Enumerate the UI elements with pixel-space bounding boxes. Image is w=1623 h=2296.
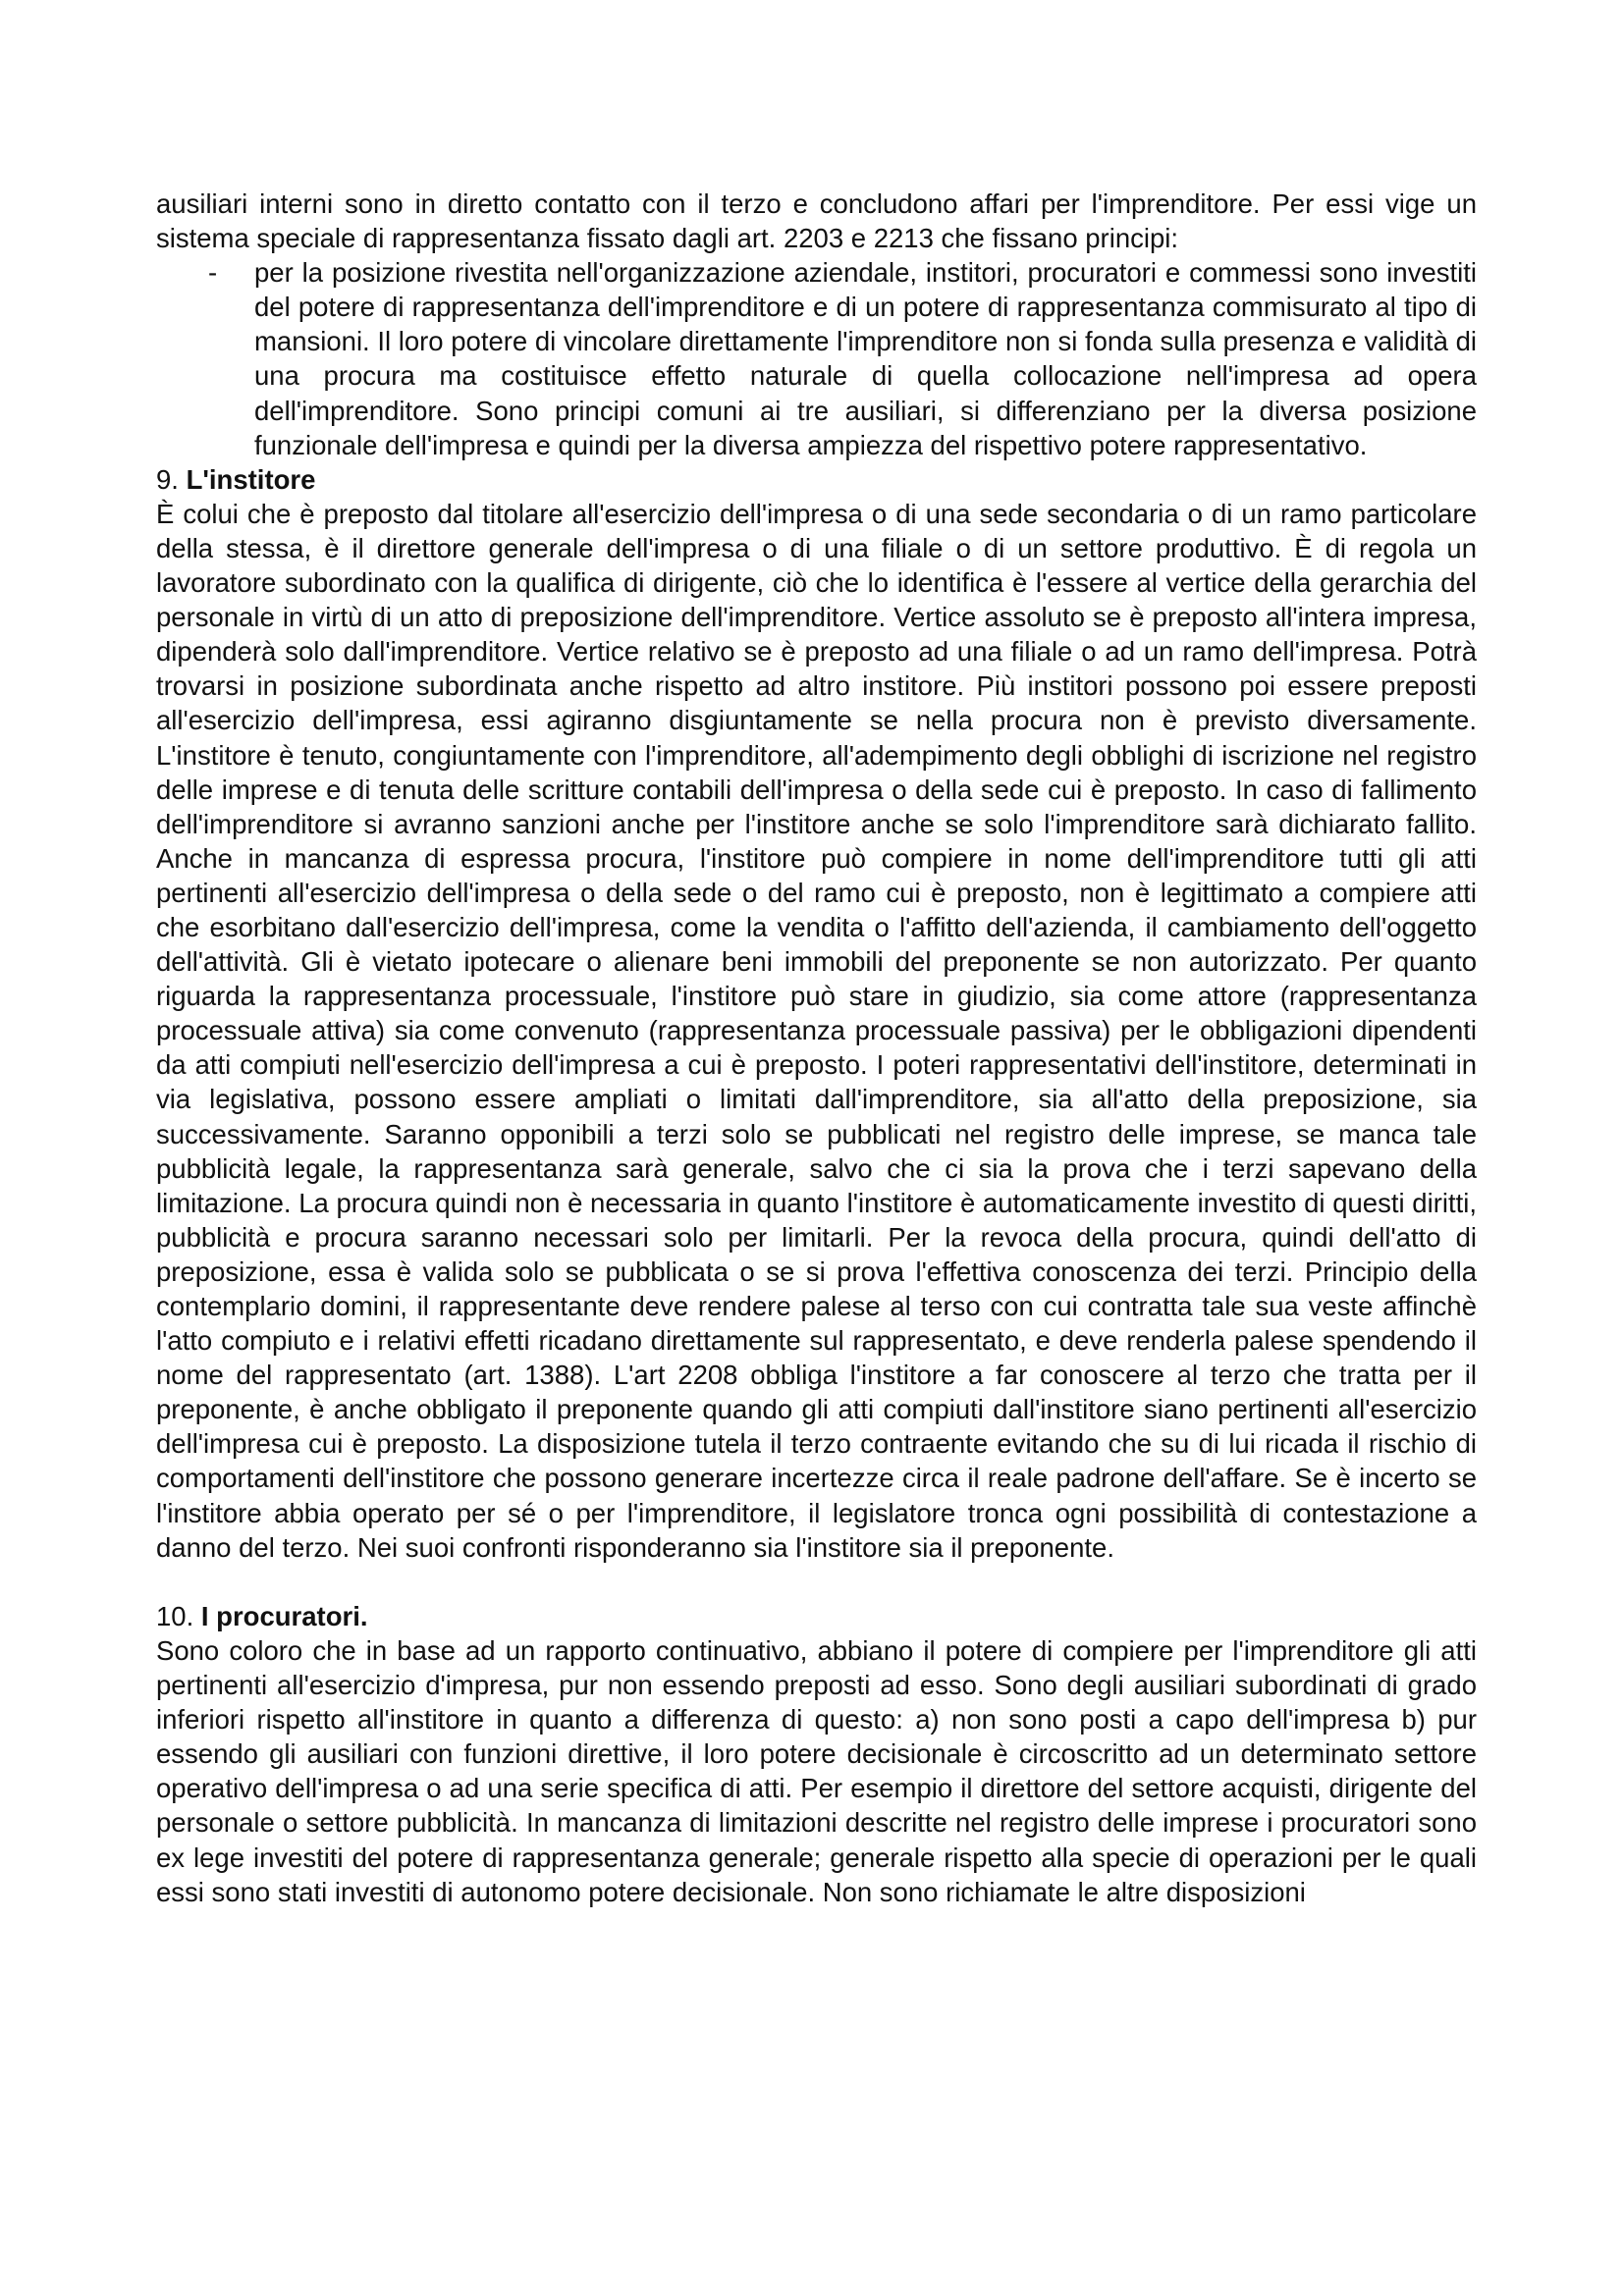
document-body <box>156 187 1477 1909</box>
section-spacer <box>156 1565 1477 1599</box>
section-10-number: 10. <box>156 1600 194 1631</box>
section-10-heading <box>156 1599 1477 1633</box>
section-9-title: L'institore <box>186 463 316 495</box>
principles-list <box>156 255 1477 462</box>
list-item <box>156 255 1477 462</box>
list-dash-marker: - <box>208 257 218 289</box>
list-item-text: per la posizione rivestita nell'organizzazione aziendale, institori, procuratori e commessi sono investiti del potere di rappresentanza dell'imprenditore e di un potere di rappresentanza commisurato al tipo di mansioni. Il loro potere di vincolare direttamente l'imprenditore non si fonda sulla presenza e validità di una procura ma costituisce effetto naturale di quella collocazione nell'impresa ad opera dell'imprenditore. Sono principi comuni ai tre ausiliari, si differenziano per la diversa posizione funzionale dell'impresa e quindi per la diversa ampiezza del rispettivo potere rappresentativo. <box>254 257 1477 460</box>
section-9-body: È colui che è preposto dal titolare all'esercizio dell'impresa o di una sede secondaria o di un ramo particolare della stessa, è il direttore generale dell'impresa o di una filiale o di un settore produttivo. È di regola un lavoratore subordinato con la qualifica di dirigente, ciò che lo identifica è l'essere al vertice della gerarchia del personale in virtù di un atto di preposizione dell'imprenditore. Vertice assoluto se è preposto all'intera impresa, dipenderà solo dall'imprenditore. Vertice relativo se è preposto ad una filiale o ad un ramo dell'impresa. Potrà trovarsi in posizione subordinata anche rispetto ad altro institore. Più institori possono poi essere preposti all'esercizio dell'impresa, essi agiranno disgiuntamente se nella procura non è previsto diversamente. L'institore è tenuto, congiuntamente con l'imprenditore, all'adempimento degli obblighi di iscrizione nel registro delle imprese e di tenuta delle scritture contabili dell'impresa o della sede cui è preposto. In caso di fallimento dell'imprenditore si avranno sanzioni anche per l'institore anche se solo l'imprenditore sarà dichiarato fallito. Anche in mancanza di espressa procura, l'institore può compiere in nome dell'imprenditore tutti gli atti pertinenti all'esercizio dell'impresa o della sede o del ramo cui è preposto, non è legittimato a compiere atti che esorbitano dall'esercizio dell'impresa, come la vendita o l'affitto dell'azienda, il cambiamento dell'oggetto dell'attività. Gli è vietato ipotecare o alienare beni immobili del preponente se non autorizzato. Per quanto riguarda la rappresentanza processuale, l'institore può stare in giudizio, sia come attore (rappresentanza processuale attiva) sia come convenuto (rappresentanza processuale passiva) per le obbligazioni dipendenti da atti compiuti nell'esercizio dell'impresa a cui è preposto. I poteri rappresentativi dell'institore, determinati in via legislativa, possono essere ampliati o limitati dall'imprenditore, sia all'atto della preposizione, sia successivamente. Saranno opponibili a terzi solo se pubblicati nel registro delle imprese, se manca tale pubblicità legale, la rappresentanza sarà generale, salvo che ci sia la prova che i terzi sapevano della limitazione. La procura quindi non è necessaria in quanto l'institore è automaticamente investito di questi diritti, pubblicità e procura saranno necessari solo per limitarli. Per la revoca della procura, quindi dell'atto di preposizione, essa è valida solo se pubblicata o se si prova l'effettiva conoscenza dei terzi. Principio della contemplario domini, il rappresentante deve rendere palese al terso con cui contratta tale sua veste affinchè l'atto compiuto e i relativi effetti ricadano direttamente sul rappresentato, e deve renderla palese spendendo il nome del rappresentato (art. 1388). L'art 2208 obbliga l'institore a far conoscere al terzo che tratta per il preponente, è anche obbligato il preponente quando gli atti compiuti dall'institore siano pertinenti all'esercizio dell'impresa cui è preposto. La disposizione tutela il terzo contraente evitando che su di lui ricada il rischio di comportamenti dell'institore che possono generare incertezze circa il reale padrone dell'affare. Se è incerto se l'institore abbia operato per sé o per l'imprenditore, il legislatore tronca ogni possibilità di contestazione a danno del terzo. Nei suoi confronti risponderanno sia l'institore sia il preponente. <box>156 498 1477 1563</box>
section-9-number: 9. <box>156 463 179 495</box>
section-9-heading <box>156 462 1477 497</box>
section-10-title: I procuratori. <box>200 1600 368 1631</box>
section-10-body: Sono coloro che in base ad un rapporto continuativo, abbiano il potere di compiere per l'imprenditore gli atti pertinenti all'esercizio d'impresa, pur non essendo preposti ad esso. Sono degli ausiliari subordinati di grado inferiori rispetto all'institore in quanto a differenza di questo: a) non sono posti a capo dell'impresa b) pur essendo gli ausiliari con funzioni direttive, il loro potere decisionale è circoscritto ad un determinato settore operativo dell'impresa o ad una serie specifica di atti. Per esempio il direttore del settore acquisti, dirigente del personale o settore pubblicità. In mancanza di limitazioni descritte nel registro delle imprese i procuratori sono ex lege investiti del potere di rappresentanza generale; generale rispetto alla specie di operazioni per le quali essi sono stati investiti di autonomo potere decisionale. Non sono richiamate le altre disposizioni <box>156 1634 1477 1907</box>
intro-paragraph: ausiliari interni sono in diretto contatto con il terzo e concludono affari per l'imprenditore. Per essi vige un sistema speciale di rappresentanza fissato dagli art. 2203 e 2213 che fissano principi: <box>156 188 1477 254</box>
